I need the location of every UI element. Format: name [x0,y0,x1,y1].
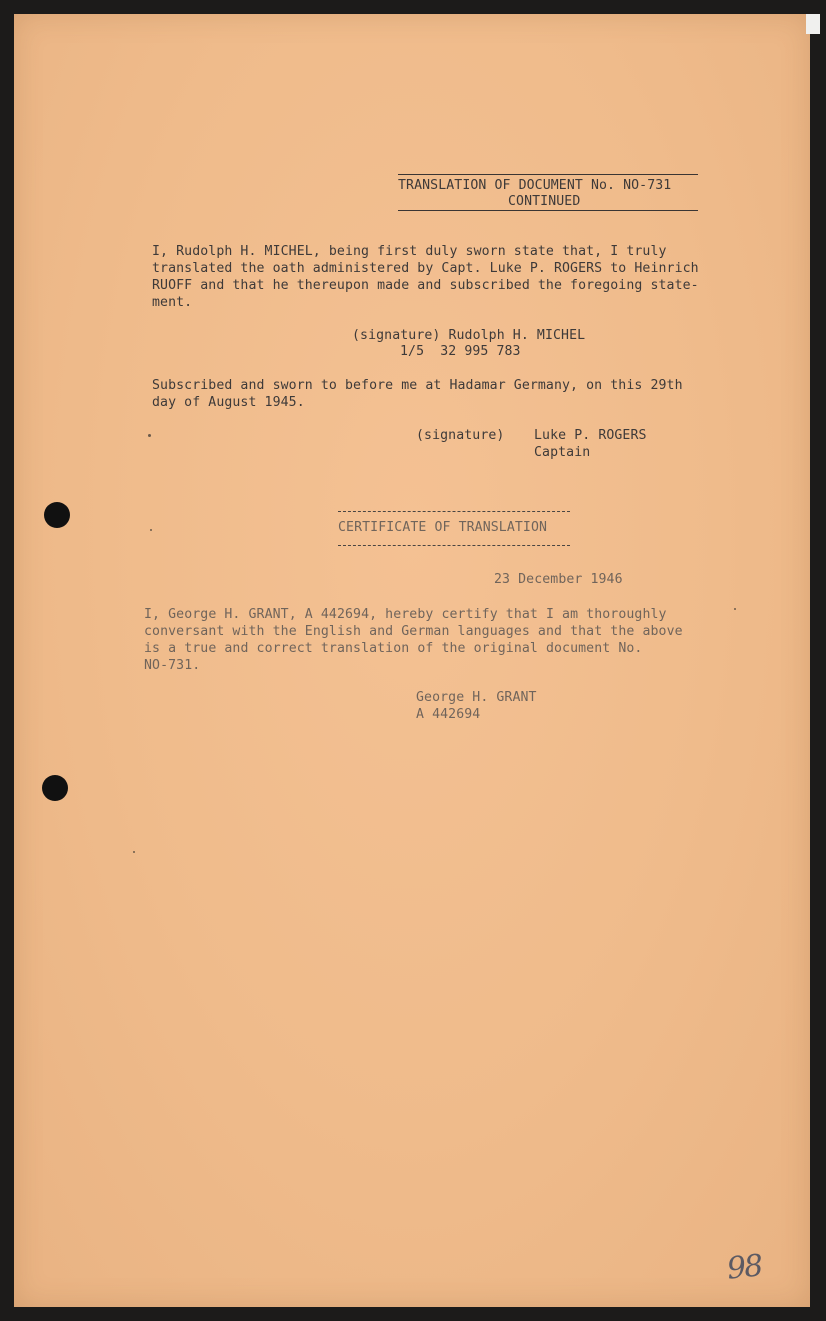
officer-name: Luke P. ROGERS [534,428,647,443]
oath-line-2: translated the oath administered by Capt. Luke P. ROGERS to Heinrich [152,261,699,276]
oath-line-3: RUOFF and that he thereupon made and subscribed the foregoing state- [152,278,699,293]
paper-speck [133,851,135,853]
certificate-title: CERTIFICATE OF TRANSLATION [338,520,548,535]
certificate-date: 23 December 1946 [494,572,623,587]
certificate-line-3: is a true and correct translation of the original document No. [144,641,643,656]
oath-line-1: I, Rudolph H. MICHEL, being first duly sworn state that, I truly [152,244,667,259]
certificate-rule-bottom [338,545,570,546]
certificate-line-2: conversant with the English and German languages and that the above [144,624,683,639]
paper-sheet [14,14,810,1307]
officer-signature-label: (signature) [416,428,505,443]
header-rule-top [398,174,698,175]
sworn-line-1: Subscribed and sworn to before me at Hadamar Germany, on this 29th [152,378,683,393]
oath-line-4: ment. [152,295,193,310]
translator-signature: (signature) Rudolph H. MICHEL [352,328,586,343]
punch-hole-bottom [42,775,68,801]
certificate-signer-name: George H. GRANT [416,690,537,705]
officer-rank: Captain [534,445,591,460]
paper-speck [734,608,736,610]
sworn-line-2: day of August 1945. [152,395,305,410]
paper-speck [150,529,152,531]
translator-serial: 1/5 32 995 783 [400,344,521,359]
document-subtitle: CONTINUED [508,194,581,209]
certificate-line-4: NO-731. [144,658,201,673]
document-title: TRANSLATION OF DOCUMENT No. NO-731 [398,178,672,193]
header-rule-bottom [398,210,698,211]
punch-hole-top [44,502,70,528]
handwritten-page-number: 98 [725,1248,763,1287]
paper-corner [806,14,820,34]
certificate-rule-top [338,511,570,512]
paper-speck [148,434,151,437]
certificate-signer-id: A 442694 [416,707,481,722]
certificate-line-1: I, George H. GRANT, A 442694, hereby certify that I am thoroughly [144,607,667,622]
